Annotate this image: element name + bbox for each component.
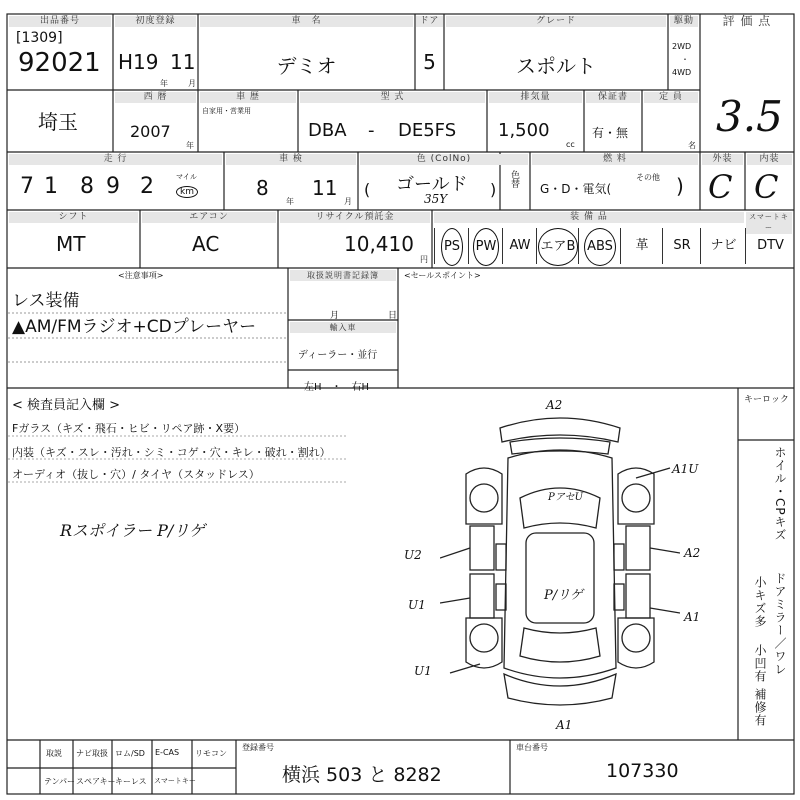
- shift-label: シフト: [9, 212, 138, 223]
- grade-label: グレード: [446, 16, 666, 27]
- lot-sub: [1309]: [16, 30, 63, 46]
- mileage-unit-mile: マイル: [176, 173, 197, 181]
- car-grade: スポルト: [516, 54, 596, 78]
- inspector-title: < 検査員記入欄 >: [12, 398, 121, 413]
- capacity-unit: 名: [688, 141, 696, 150]
- inspector-line2: 内装（キズ・スレ・汚れ・シミ・コゲ・穴・キレ・破れ・割れ）: [12, 446, 331, 459]
- color-value: ゴールド: [396, 174, 468, 195]
- score-label: 評 価 点: [722, 14, 772, 28]
- prefecture: 埼玉: [38, 110, 78, 134]
- inspector-ruled-lines: [8, 412, 348, 492]
- shaken-month: 11: [312, 176, 338, 200]
- fuel-close: ): [676, 174, 684, 198]
- use-type: 自家用・営業用: [202, 107, 251, 115]
- shaken-year-unit: 年: [286, 197, 294, 206]
- damage-mark-center: P/リゲ: [544, 588, 583, 603]
- record-book-label: 取扱説明書記録簿: [290, 270, 396, 281]
- equipment-item: [662, 228, 701, 264]
- record-day: 日: [388, 311, 398, 321]
- notes-ruled-lines: [8, 268, 288, 388]
- color-no: 35Y: [424, 192, 448, 206]
- ac-value: AC: [192, 232, 220, 256]
- door-label: ドア: [416, 16, 443, 27]
- color-label: 色 (ColNo): [360, 154, 528, 165]
- footer-label-4: E-CAS: [155, 748, 180, 757]
- mileage-digit: 2: [140, 174, 154, 199]
- inspector-line1: Fガラス（キズ・飛石・ヒビ・リペア跡・X要）: [12, 422, 246, 435]
- exterior-grade: C: [708, 168, 733, 206]
- import-label: 輸入車: [290, 322, 396, 333]
- smartkey-label: スマートキー: [746, 212, 792, 234]
- model-code: DE5FS: [398, 120, 457, 141]
- name-label: 車 名: [200, 16, 413, 27]
- equipment-item: [620, 228, 663, 264]
- mileage-digit: 8: [80, 174, 94, 199]
- notes-line1: レス装備: [12, 291, 80, 311]
- footer-label-2: ナビ取扱: [76, 749, 108, 758]
- mileage-digit: 1: [44, 174, 58, 199]
- warranty-label: 保証書: [586, 92, 640, 103]
- first-reg-era: H19: [118, 50, 159, 74]
- shaken-year: 8: [256, 176, 269, 200]
- model-year: 2007: [130, 122, 171, 141]
- first-reg-month: 11: [170, 50, 196, 74]
- equipment-label: 革: [635, 238, 649, 253]
- drive-4wd: 4WD: [672, 68, 692, 77]
- lot-number: 92021: [18, 48, 101, 78]
- model-label: 型 式: [300, 92, 485, 103]
- drive-2wd: 2WD: [672, 42, 692, 51]
- car-name: デミオ: [276, 54, 337, 78]
- score-value: 3.5: [716, 92, 783, 141]
- displacement-label: 排気量: [489, 92, 582, 103]
- side-note-2: ドアミラー／ワレ: [773, 572, 787, 676]
- damage-mark-roof: PアセU: [548, 492, 584, 503]
- plate-number: 横浜 503 と 8282: [282, 764, 442, 786]
- footer-label-8: キーレス: [115, 777, 147, 786]
- first-reg-month-unit: 月: [188, 79, 196, 88]
- plate-label: 登録番号: [242, 743, 274, 752]
- drive-dot: ・: [681, 55, 689, 64]
- recycle-yen: 円: [420, 255, 428, 264]
- mileage-label: 走 行: [9, 154, 222, 165]
- mileage-digit: 9: [106, 174, 120, 199]
- equipment-item: [502, 228, 537, 264]
- model-year-unit: 年: [186, 141, 194, 150]
- equip-label: 装 備 品: [434, 212, 744, 223]
- lot-label: 出品番号: [9, 16, 111, 27]
- inspector-handwritten: Rスポイラー P/リゲ: [60, 521, 205, 540]
- side-note-1: ホイル・CPキズ: [773, 446, 787, 542]
- equipment-label: PS: [441, 228, 463, 266]
- recycle-label: リサイクル預託金: [280, 212, 430, 223]
- footer-label-3: ロム/SD: [115, 749, 145, 758]
- key-lock-label: キーロック: [744, 395, 789, 405]
- shaken-month-unit: 月: [344, 197, 352, 206]
- exterior-label: 外装: [702, 154, 743, 165]
- equipment-label: AW: [509, 238, 531, 253]
- footer-label-6: テンパー: [44, 777, 76, 786]
- color-paren-close: ): [490, 180, 497, 199]
- warranty-value: 有・無: [592, 126, 629, 140]
- steering-side: 左H ・ 右H: [304, 382, 370, 393]
- mileage-digit: 7: [20, 174, 34, 199]
- car-diagram: [440, 398, 680, 728]
- side-note-5: 補修有: [753, 688, 767, 727]
- shaken-label: 車 検: [226, 154, 356, 165]
- displacement: 1,500: [498, 120, 550, 141]
- fuel-other: その他: [636, 173, 660, 182]
- interior-label: 内装: [747, 154, 792, 165]
- damage-mark-front: A2: [546, 398, 563, 412]
- damage-mark-left-low: U1: [414, 664, 432, 678]
- damage-mark-right-front: A2: [684, 546, 701, 560]
- damage-mark-right-rear: A1: [684, 610, 701, 624]
- color-paren-open: (: [364, 180, 371, 199]
- import-value: ディーラー・並行: [298, 350, 378, 361]
- recycle-fee: 10,410: [344, 232, 414, 256]
- equipment-label: エアB: [538, 228, 579, 266]
- notes-line2: ▲AM/FMラジオ+CDプレーヤー: [12, 317, 257, 337]
- sales-point-label: <セールスポイント>: [404, 271, 481, 280]
- equipment-label: ナビ: [710, 238, 737, 253]
- car-doors: 5: [423, 50, 436, 74]
- equipment-item: [536, 228, 579, 264]
- type-label: 車 歴: [200, 92, 296, 103]
- interior-grade: C: [754, 168, 779, 206]
- fuel-label: 燃 料: [532, 154, 698, 165]
- disp-unit: cc: [566, 140, 575, 149]
- footer-label-7: スペアキー: [76, 777, 116, 786]
- mileage-unit-km: km: [176, 186, 198, 198]
- equipment-item: [578, 228, 621, 264]
- shift-value: MT: [56, 232, 86, 256]
- footer-label-5: リモコン: [195, 749, 227, 758]
- inspector-line3: オーディオ（抜し・穴）/ タイヤ（スタッドレス）: [12, 468, 260, 481]
- footer-label-9: スマートキー: [154, 777, 196, 785]
- equipment-label: SR: [673, 238, 691, 253]
- footer-label-1: 取説: [46, 749, 62, 758]
- ac-label: エアコン: [142, 212, 276, 223]
- damage-mark-left-rear: U1: [408, 598, 426, 612]
- model-sep: -: [368, 120, 375, 141]
- equipment-label: DTV: [757, 238, 784, 253]
- equipment-item: [745, 228, 795, 264]
- equipment-item: [700, 228, 746, 264]
- damage-mark-front-right: A1U: [672, 462, 699, 476]
- equipment-label: PW: [473, 228, 500, 266]
- capacity-label: 定 員: [644, 92, 698, 103]
- reg-label: 初度登録: [115, 16, 196, 27]
- year-label: 西 暦: [115, 92, 196, 103]
- equipment-label: ABS: [584, 228, 616, 266]
- damage-mark-left-front: U2: [404, 548, 422, 562]
- equipment-item: [434, 228, 469, 264]
- notes-label: <注意事項>: [118, 271, 164, 280]
- chassis-number: 107330: [606, 760, 679, 782]
- model-prefix: DBA: [308, 120, 347, 141]
- side-note-3: 小キズ多: [753, 576, 767, 628]
- first-reg-year-unit: 年: [160, 79, 168, 88]
- drive-label: 駆動: [670, 16, 698, 27]
- record-month: 月: [330, 311, 340, 321]
- chassis-label: 車台番号: [516, 743, 548, 752]
- equipment-item: [468, 228, 503, 264]
- side-note-4: 小凹有: [753, 644, 767, 683]
- fuel-options: G・D・電気(: [540, 182, 612, 196]
- color-change-label: 色替: [509, 170, 519, 188]
- damage-mark-rear: A1: [556, 718, 573, 732]
